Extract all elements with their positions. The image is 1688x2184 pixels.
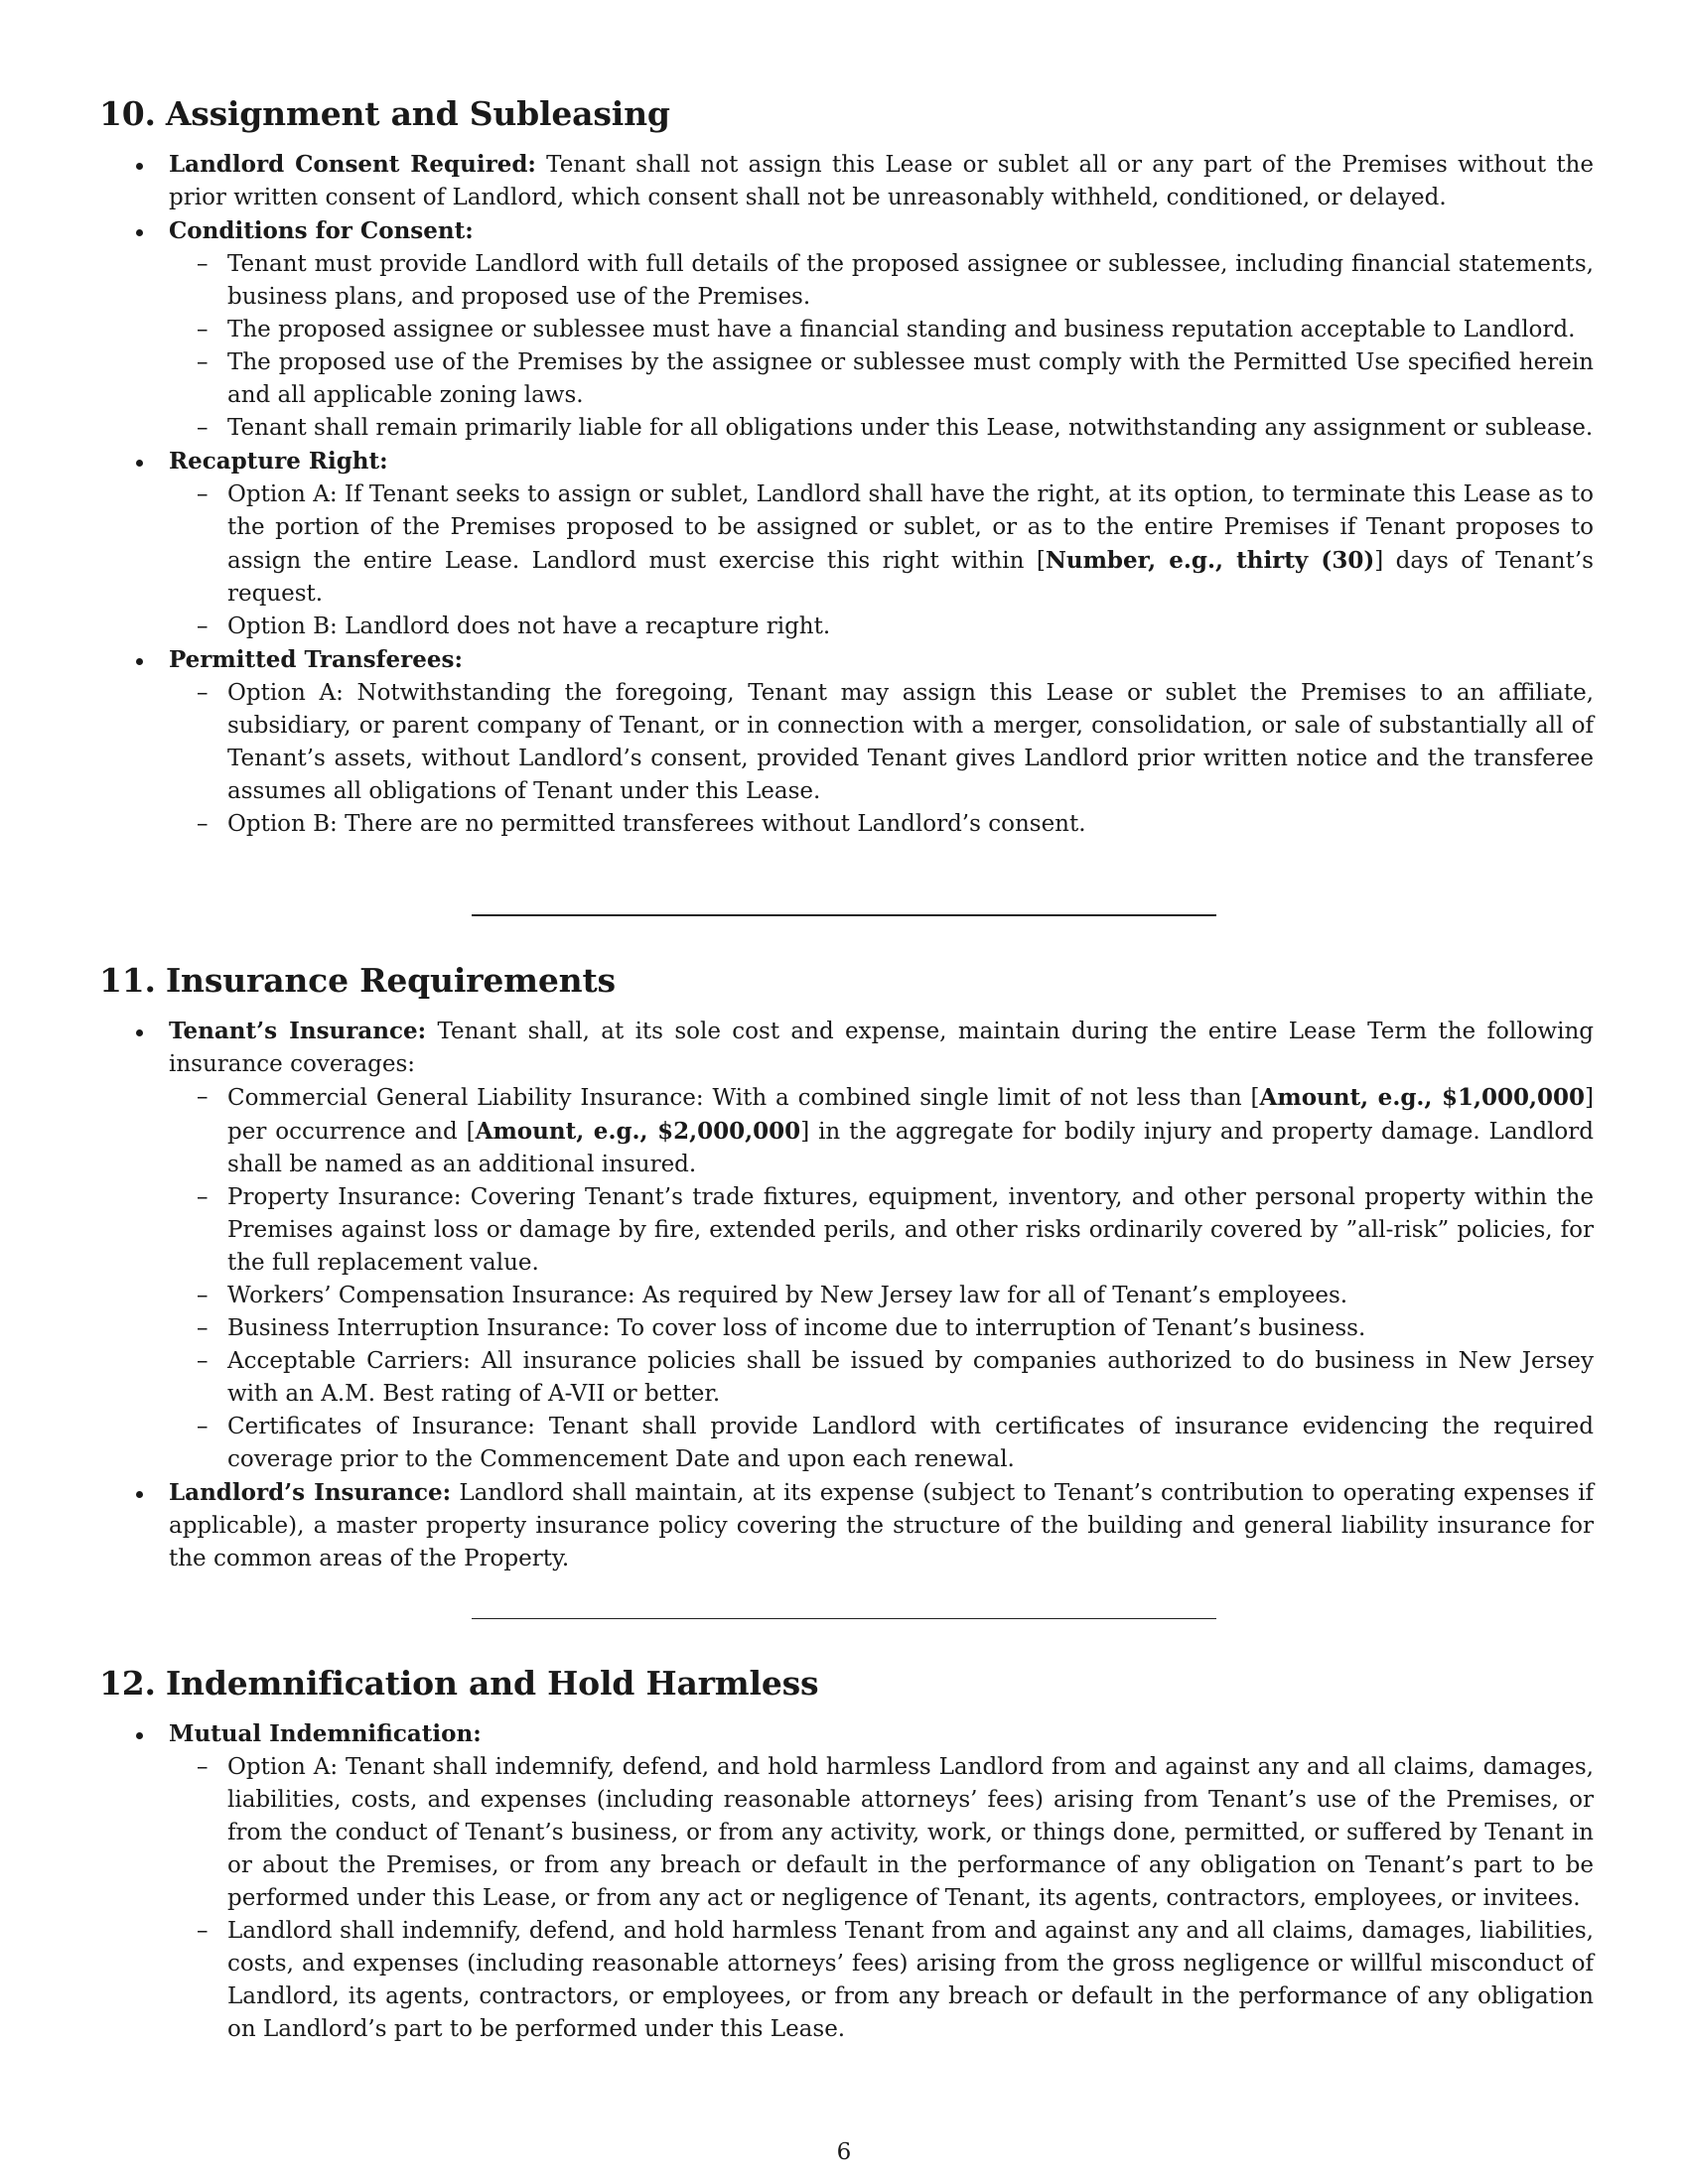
list-item xyxy=(99,148,1594,214)
sub-list-item xyxy=(169,1181,1594,1280)
list-item xyxy=(99,643,1594,841)
section-10-heading xyxy=(99,94,1589,134)
bullet-icon xyxy=(136,460,143,467)
list-item xyxy=(99,214,1594,445)
sub-list-item xyxy=(169,1915,1594,2046)
sub-item-text: Business Interruption Insurance: To cover loss of income due to interruption of Tenant’s business. xyxy=(227,1315,1366,1341)
sub-item-text: Landlord shall indemnify, defend, and hold harmless Tenant from and against any and all claims, damages, liabilities, costs, and expenses (including reasonable attorneys’ fees) arising from the gross negligence or willful misconduct of Landlord, its agents, contractors, or employees, or from any breach or default in the performance of any obligation on Landlord’s part to be performed under this Lease. xyxy=(227,1918,1594,2042)
dash-icon: – xyxy=(197,415,209,441)
list-item xyxy=(99,1476,1594,1575)
sub-item-text: Option B: Landlord does not have a recapture right. xyxy=(227,614,831,639)
dash-icon: – xyxy=(197,1754,209,1780)
bullet-list xyxy=(99,148,1594,841)
section-divider xyxy=(472,1618,1216,1619)
dash-icon: – xyxy=(197,1084,209,1110)
sub-list-item xyxy=(169,346,1594,412)
section-12-heading xyxy=(99,1664,1589,1704)
list-item xyxy=(99,1717,1594,2046)
bullet-icon xyxy=(136,229,143,236)
bullet-list xyxy=(99,1717,1594,2046)
sub-item-text: Option B: There are no permitted transferees without Landlord’s consent. xyxy=(227,811,1086,837)
paragraph xyxy=(169,1476,1594,1575)
sub-item-text: Certificates of Insurance: Tenant shall provide Landlord with certificates of insurance evidencing the required coverage prior to the Commencement Date and upon each renewal. xyxy=(227,1414,1594,1472)
section-11 xyxy=(99,961,1594,1575)
text-run: ] in the aggregate for bodily injury and property damage. Landlord shall be named as an additional insured. xyxy=(227,1119,1594,1177)
paragraph xyxy=(169,214,1594,248)
section-12 xyxy=(99,1664,1594,2046)
item-lead: Recapture Right: xyxy=(169,448,388,475)
sub-list xyxy=(169,478,1594,643)
paragraph xyxy=(169,1717,1594,1751)
sub-item-text: Option A: Notwithstanding the foregoing, Tenant may assign this Lease or sublet the Premises to an affiliate, subsidiary, or parent company of Tenant, or in connection with a merger, consolidation, or sale of substantially all of Tenant’s assets, without Landlord’s consent, provided Tenant gives Landlord prior written notice and the transferee assumes all obligations of Tenant under this Lease. xyxy=(227,680,1594,804)
item-lead: Landlord’s Insurance: xyxy=(169,1479,452,1506)
sub-list-item xyxy=(169,314,1594,346)
section-title: Indemnification and Hold Harmless xyxy=(165,1664,819,1703)
dash-icon: – xyxy=(197,1184,209,1210)
placeholder-text: Amount, e.g., $2,000,000 xyxy=(475,1118,801,1145)
dash-icon: – xyxy=(197,1918,209,1944)
sub-item-text xyxy=(227,478,1594,611)
sub-list-item xyxy=(169,478,1594,611)
page-number: 6 xyxy=(836,2139,852,2165)
dash-icon: – xyxy=(197,614,209,639)
section-number: 10. xyxy=(99,94,156,133)
item-lead: Mutual Indemnification: xyxy=(169,1720,482,1747)
item-lead: Conditions for Consent: xyxy=(169,217,474,244)
placeholder-text: Amount, e.g., $1,000,000 xyxy=(1259,1084,1586,1111)
sub-item-text: Tenant must provide Landlord with full details of the proposed assignee or sublessee, including financial statements, business plans, and proposed use of the Premises. xyxy=(227,251,1594,310)
bullet-list xyxy=(99,1015,1594,1575)
sub-item-text: Tenant shall remain primarily liable for all obligations under this Lease, notwithstanding any assignment or sublease. xyxy=(227,415,1594,441)
section-10 xyxy=(99,94,1594,841)
placeholder-text: Number, e.g., thirty (30) xyxy=(1045,547,1375,574)
dash-icon: – xyxy=(197,1283,209,1308)
bullet-icon xyxy=(136,1491,143,1498)
sub-list xyxy=(169,248,1594,445)
paragraph xyxy=(169,445,1594,478)
item-lead: Tenant’s Insurance: xyxy=(169,1018,427,1044)
text-run: Commercial General Liability Insurance: With a combined single limit of not less than [ xyxy=(227,1085,1260,1111)
text-run: Option A: If Tenant seeks to assign or sublet, Landlord shall have the right, at its option, to terminate this Lease as to the portion of the Premises proposed to be assigned or sublet, or as to the entire Premises if Tenant proposes to assign the entire Lease. Landlord must exercise this right within [ xyxy=(227,481,1594,574)
paragraph xyxy=(169,148,1594,214)
sub-item-text: Property Insurance: Covering Tenant’s trade fixtures, equipment, inventory, and other personal property within the Premises against loss or damage by fire, extended perils, and other risks ordinarily covered by ”all-risk” policies, for the full replacement value. xyxy=(227,1184,1594,1276)
dash-icon: – xyxy=(197,680,209,706)
section-number: 11. xyxy=(99,961,156,1000)
section-number: 12. xyxy=(99,1664,156,1703)
sub-item-text: Workers’ Compensation Insurance: As required by New Jersey law for all of Tenant’s employees. xyxy=(227,1283,1348,1308)
bullet-icon xyxy=(136,1732,143,1739)
dash-icon: – xyxy=(197,1414,209,1439)
dash-icon: – xyxy=(197,251,209,277)
sub-list xyxy=(169,1751,1594,2046)
item-text: Tenant shall, at its sole cost and expense, maintain during the entire Lease Term the following insurance coverages: xyxy=(169,1019,1594,1077)
sub-list-item xyxy=(169,1312,1594,1345)
sub-list-item xyxy=(169,1280,1594,1312)
sub-list-item xyxy=(169,1081,1594,1181)
dash-icon: – xyxy=(197,811,209,837)
sub-list xyxy=(169,677,1594,841)
item-text: Landlord shall maintain, at its expense (subject to Tenant’s contribution to operating expenses if applicable), a master property insurance policy covering the structure of the building and general liability insurance for the common areas of the Property. xyxy=(169,1480,1594,1571)
text-run: ] days of Tenant’s request. xyxy=(227,548,1594,607)
text-run: ] per occurrence and [ xyxy=(227,1085,1594,1145)
section-divider xyxy=(472,914,1216,916)
list-item xyxy=(99,445,1594,643)
dash-icon: – xyxy=(197,1348,209,1374)
sub-list-item xyxy=(169,248,1594,314)
bullet-icon xyxy=(136,1029,143,1036)
bullet-icon xyxy=(136,163,143,170)
item-lead: Landlord Consent Required: xyxy=(169,151,536,178)
sub-item-text: Option A: Tenant shall indemnify, defend, and hold harmless Landlord from and against any and all claims, damages, liabilities, costs, and expenses (including reasonable attorneys’ fees) arising from Tenant’s use of the Premises, or from the conduct of Tenant’s business, or from any activity, work, or things done, permitted, or suffered by Tenant in or about the Premises, or from any breach or default in the performance of any obligation on Tenant’s part to be performed under this Lease, or from any act or negligence of Tenant, its agents, contractors, employees, or invitees. xyxy=(227,1754,1594,1911)
sub-list-item xyxy=(169,808,1594,841)
list-item xyxy=(99,1015,1594,1476)
paragraph xyxy=(169,1015,1594,1081)
sub-list-item xyxy=(169,412,1594,445)
sub-item-text: The proposed assignee or sublessee must have a financial standing and business reputation acceptable to Landlord. xyxy=(227,317,1576,342)
dash-icon: – xyxy=(197,349,209,375)
section-11-heading xyxy=(99,961,1589,1001)
sub-list xyxy=(169,1081,1594,1476)
sub-list-item xyxy=(169,611,1594,643)
sub-item-text: Acceptable Carriers: All insurance policies shall be issued by companies authorized to do business in New Jersey with an A.M. Best rating of A-VII or better. xyxy=(227,1348,1594,1407)
item-lead: Permitted Transferees: xyxy=(169,646,463,673)
dash-icon: – xyxy=(197,317,209,342)
item-text: Tenant shall not assign this Lease or sublet all or any part of the Premises without the prior written consent of Landlord, which consent shall not be unreasonably withheld, conditioned, or delayed. xyxy=(169,152,1594,210)
sub-list-item xyxy=(169,677,1594,808)
bullet-icon xyxy=(136,658,143,665)
section-title: Assignment and Subleasing xyxy=(165,94,670,133)
sub-list-item xyxy=(169,1751,1594,1915)
sub-list-item xyxy=(169,1345,1594,1411)
sub-item-text xyxy=(227,1081,1594,1181)
dash-icon: – xyxy=(197,481,209,507)
section-title: Insurance Requirements xyxy=(165,961,616,1000)
dash-icon: – xyxy=(197,1315,209,1341)
sub-item-text: The proposed use of the Premises by the assignee or sublessee must comply with the Permitted Use specified herein and all applicable zoning laws. xyxy=(227,349,1594,408)
paragraph xyxy=(169,643,1594,677)
sub-list-item xyxy=(169,1411,1594,1476)
